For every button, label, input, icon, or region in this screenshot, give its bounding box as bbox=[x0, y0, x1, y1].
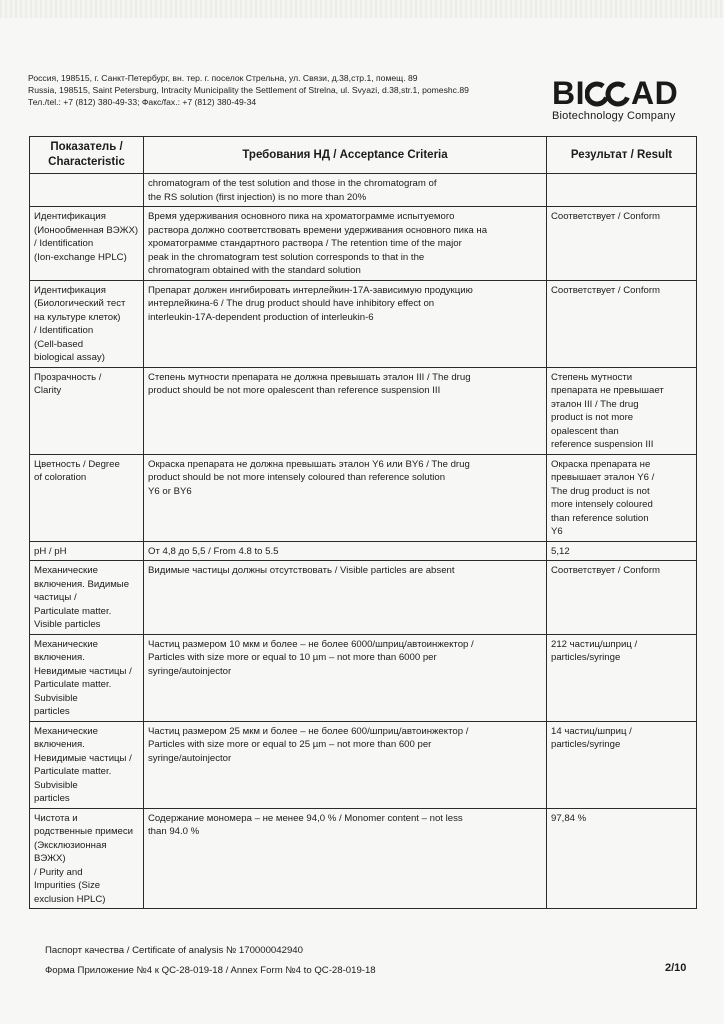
table-row bbox=[30, 541, 697, 561]
table-row bbox=[30, 174, 697, 207]
scan-edge bbox=[0, 0, 724, 18]
characteristic-cell: pH / pH bbox=[30, 541, 144, 561]
criteria-cell: Видимые частицы должны отсутствовать / Visible particles are absent bbox=[144, 561, 547, 635]
result-cell: Соответствует / Conform bbox=[547, 561, 697, 635]
header-characteristic: Показатель / Characteristic bbox=[30, 137, 144, 174]
table-row bbox=[30, 367, 697, 454]
table-row bbox=[30, 207, 697, 281]
result-cell: Соответствует / Conform bbox=[547, 280, 697, 367]
characteristic-cell: Механические включения. Невидимые частицы / Particulate matter. Subvisible particles bbox=[30, 721, 144, 808]
company-address bbox=[28, 72, 498, 108]
annex-form: Форма Приложение №4 к QC-28-019-18 / Annex Form №4 to QC-28-019-18 bbox=[45, 965, 376, 976]
phone-fax: Тел./tel.: +7 (812) 380-49-33; Факс/fax.: +7 (812) 380-49-34 bbox=[28, 97, 257, 107]
address-ru: Россия, 198515, г. Санкт-Петербург, вн. тер. г. поселок Стрельна, ул. Связи, д.38,стр.1, помещ. 89 bbox=[28, 73, 418, 83]
criteria-cell: Частиц размером 10 мкм и более – не более 6000/шприц/автоинжектор / Particles with size more or equal to 10 µm – not more than 6000 per syringe/autoinjector bbox=[144, 634, 547, 721]
result-cell: Степень мутности препарата не превышает эталон III / The drug product is not more opalescent than reference suspension III bbox=[547, 367, 697, 454]
result-cell: 212 частиц/шприц / particles/syringe bbox=[547, 634, 697, 721]
criteria-cell: Степень мутности препарата не должна превышать эталон III / The drug product should be not more opalescent than reference suspension III bbox=[144, 367, 547, 454]
table-row bbox=[30, 721, 697, 808]
criteria-cell: Препарат должен ингибировать интерлейкин-17А-зависимую продукцию интерлейкина-6 / The drug product should have inhibitory effect on interleukin-17A-dependent production of interleukin-6 bbox=[144, 280, 547, 367]
certificate-number: Паспорт качества / Certificate of analysis № 170000042940 bbox=[45, 945, 303, 956]
biocad-logo bbox=[552, 75, 702, 126]
result-cell bbox=[547, 174, 697, 207]
result-cell: 14 частиц/шприц / particles/syringe bbox=[547, 721, 697, 808]
table-row bbox=[30, 808, 697, 909]
logo-word-left: BI bbox=[552, 75, 585, 111]
table-row bbox=[30, 280, 697, 367]
logo-wordmark bbox=[552, 75, 702, 111]
table-row bbox=[30, 561, 697, 635]
characteristic-cell: Чистота и родственные примеси (Эксклюзионная ВЭЖХ) / Purity and Impurities (Size exclusion HPLC) bbox=[30, 808, 144, 909]
characteristic-cell: Механические включения. Видимые частицы / Particulate matter. Visible particles bbox=[30, 561, 144, 635]
table-row bbox=[30, 454, 697, 541]
logo-rings-icon bbox=[585, 81, 631, 107]
criteria-cell: Частиц размером 25 мкм и более – не более 600/шприц/автоинжектор / Particles with size more or equal to 25 µm – not more than 600 per syringe/autoinjector bbox=[144, 721, 547, 808]
table-header-row bbox=[30, 137, 697, 174]
characteristic-cell: Механические включения. Невидимые частицы / Particulate matter. Subvisible particles bbox=[30, 634, 144, 721]
criteria-cell: Содержание мономера – не менее 94,0 % / Monomer content – not less than 94.0 % bbox=[144, 808, 547, 909]
characteristic-cell bbox=[30, 174, 144, 207]
criteria-cell: От 4,8 до 5,5 / From 4.8 to 5.5 bbox=[144, 541, 547, 561]
criteria-cell: Время удерживания основного пика на хроматограмме испытуемого раствора должно соответствовать времени удерживания основного пика на хроматограмме стандартного раствора / The retention time of the major peak in the chromatogram test solution corresponds to that in the chromatogram obtained with the standard solution bbox=[144, 207, 547, 281]
header-result: Результат / Result bbox=[547, 137, 697, 174]
certificate-table bbox=[29, 136, 697, 909]
header-criteria: Требования НД / Acceptance Criteria bbox=[144, 137, 547, 174]
result-cell: Соответствует / Conform bbox=[547, 207, 697, 281]
result-cell: 97,84 % bbox=[547, 808, 697, 909]
logo-word-right: AD bbox=[631, 75, 679, 111]
address-en: Russia, 198515, Saint Petersburg, Intracity Municipality the Settlement of Strelna, ul. Svyazi, d.38,str.1, pomeshc.89 bbox=[28, 85, 469, 95]
characteristic-cell: Цветность / Degree of coloration bbox=[30, 454, 144, 541]
logo-tagline: Biotechnology Company bbox=[552, 110, 676, 122]
criteria-cell: Окраска препарата не должна превышать эталон Y6 или BY6 / The drug product should be not more intensely coloured than reference solution Y6 or BY6 bbox=[144, 454, 547, 541]
page-number: 2/10 bbox=[665, 962, 687, 974]
table-row bbox=[30, 634, 697, 721]
criteria-cell: chromatogram of the test solution and those in the chromatogram of the RS solution (first injection) is no more than 20% bbox=[144, 174, 547, 207]
result-cell: 5,12 bbox=[547, 541, 697, 561]
characteristic-cell: Идентификация (Биологический тест на культуре клеток) / Identification (Cell-based biological assay) bbox=[30, 280, 144, 367]
result-cell: Окраска препарата не превышает эталон Y6 / The drug product is not more intensely coloured than reference solution Y6 bbox=[547, 454, 697, 541]
characteristic-cell: Идентификация (Ионообменная ВЭЖХ) / Identification (Ion-exchange HPLC) bbox=[30, 207, 144, 281]
page-footer bbox=[45, 941, 376, 981]
characteristic-cell: Прозрачность / Clarity bbox=[30, 367, 144, 454]
